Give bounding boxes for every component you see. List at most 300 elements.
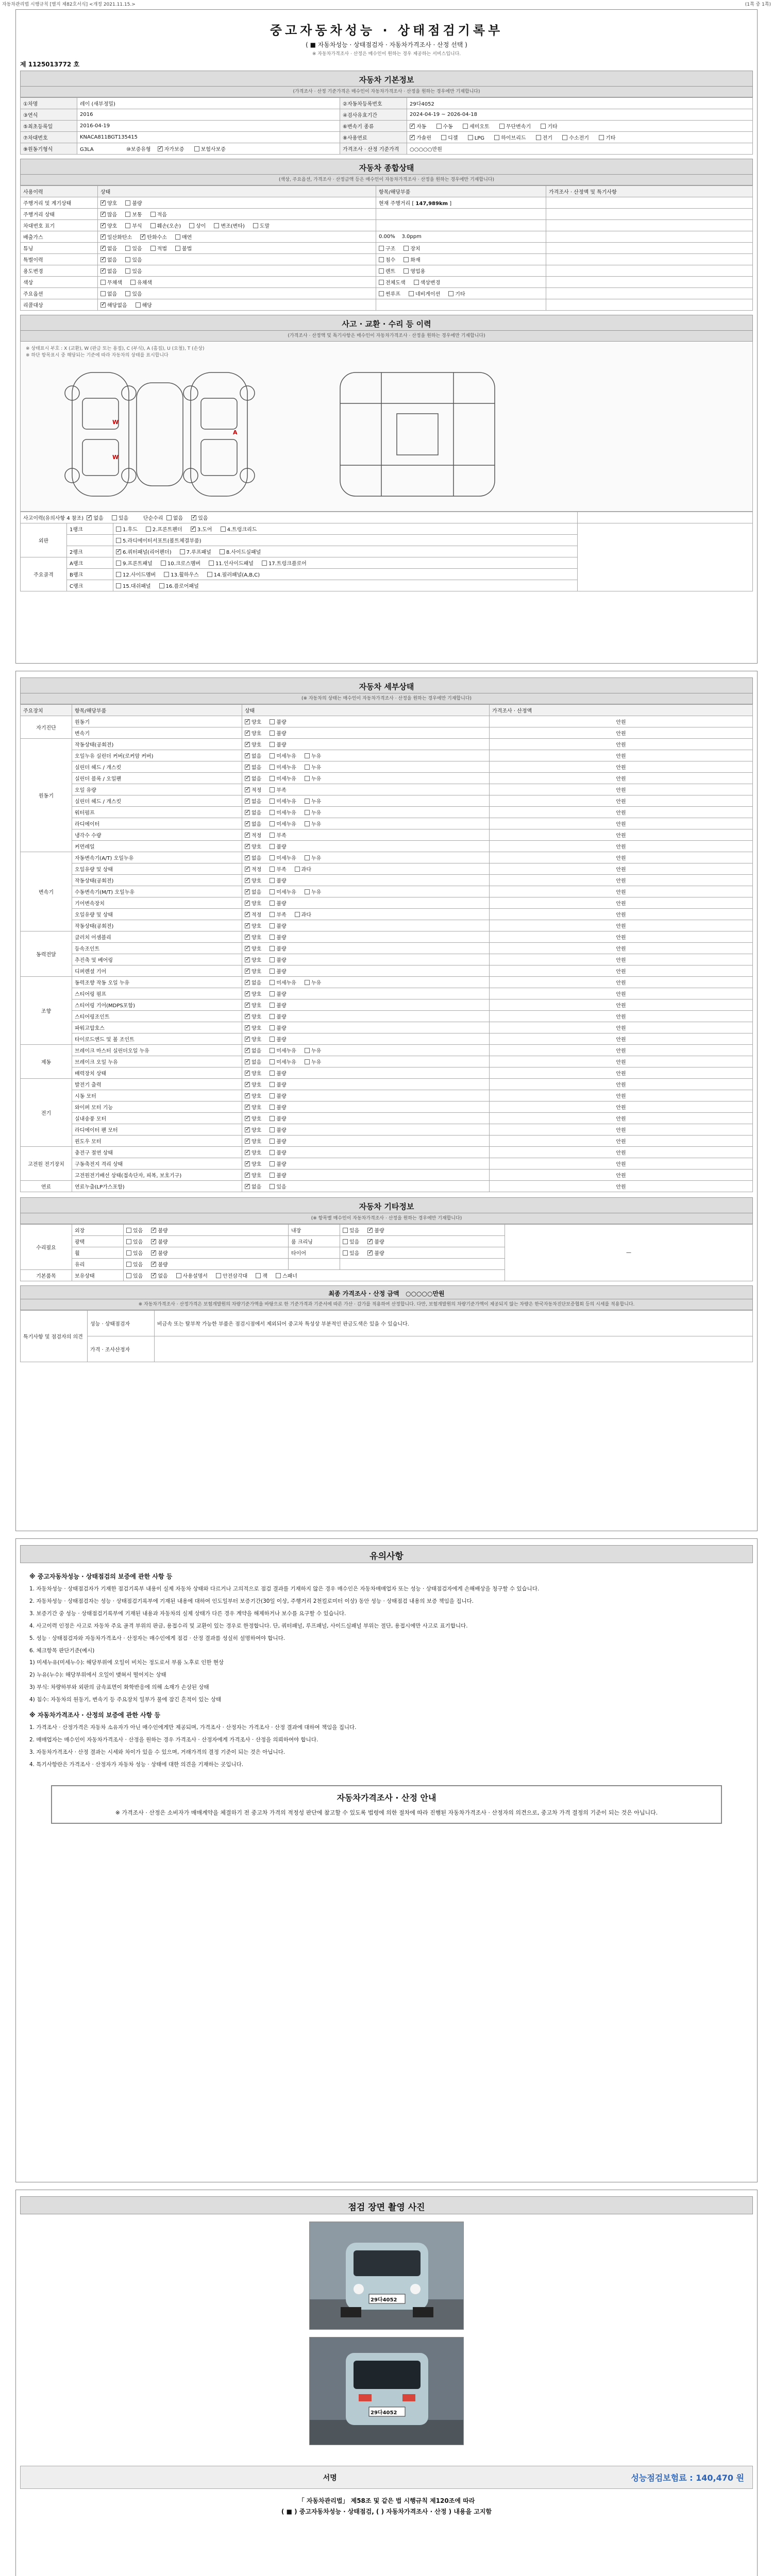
option-label: 양호 xyxy=(251,1116,262,1122)
checkbox xyxy=(245,1173,250,1178)
accident-note: (가격조사 · 산정액 및 특기사항은 매수인이 자동차가격조사 · 산정을 원하는 경우에만 기재합니다) xyxy=(20,331,753,342)
checkbox xyxy=(270,753,275,758)
part-label: 7.루프패널 xyxy=(186,550,211,555)
option-label: 양호 xyxy=(107,201,117,207)
row-label: 색상 xyxy=(21,277,98,288)
checkbox xyxy=(270,889,275,894)
option-label: 불량 xyxy=(276,924,287,929)
notice-item: 2. 매매업자는 매수인이 자동차가격조사 · 산정을 원하는 경우 가격조사 · 산정자에게 가격조사 · 산정을 의뢰하여야 합니다. xyxy=(29,1737,318,1743)
price-cell: 안원 xyxy=(490,1136,753,1147)
option-label: 탄화수소 xyxy=(147,235,167,241)
checkbox xyxy=(270,1037,275,1042)
part-label: 16.플로어패널 xyxy=(165,584,199,589)
option-label: 있음 xyxy=(276,1184,287,1190)
part-label: 기어변속장치 xyxy=(72,897,242,909)
value-engine: G3LA xyxy=(80,147,94,152)
option-label: 불량 xyxy=(276,742,287,748)
price-cell: 안원 xyxy=(490,727,753,739)
checkbox xyxy=(245,844,250,849)
value-vin: KNACA811BGT135415 xyxy=(77,132,340,143)
item-label: 휠 xyxy=(72,1247,124,1259)
checkbox xyxy=(245,1048,250,1053)
device-label: 원동기 xyxy=(21,739,72,852)
special-who: 성능 · 상태점검자 xyxy=(88,1311,155,1336)
part-label: 연료누출(LP가스포함) xyxy=(72,1181,242,1192)
option-label: 스패너 xyxy=(282,1274,297,1279)
col-price: 가격조사 · 산정액 및 특기사항 xyxy=(546,186,753,197)
part-label: 작동상태(공회전) xyxy=(72,920,242,931)
state-options xyxy=(242,1022,490,1033)
part-label: 구동축전지 격리 상태 xyxy=(72,1158,242,1170)
law-line-1: 「 자동차관리법」 제58조 및 같은 법 시행규칙 제120조에 따라 xyxy=(298,2497,475,2504)
device-label: 변속기 xyxy=(21,852,72,931)
state-options xyxy=(242,909,490,920)
price-cell: 안원 xyxy=(490,1101,753,1113)
checkbox xyxy=(245,1139,250,1144)
checkbox xyxy=(305,1048,310,1053)
state-options xyxy=(242,988,490,999)
form-reference: 자동차관리법 시행규칙 [별지 제82호서식] <개정 2021.11.15.> xyxy=(2,2,136,7)
part-label: 냉각수 수량 xyxy=(72,829,242,841)
part-label: 12.사이드멤버 xyxy=(123,572,156,578)
checkbox xyxy=(270,1071,275,1076)
option-label: 있음 xyxy=(133,1251,143,1257)
option-label: 과다 xyxy=(301,867,311,873)
rank-label: 1랭크 xyxy=(67,523,113,535)
transmission-options xyxy=(407,121,753,132)
state-options xyxy=(242,750,490,761)
checkbox xyxy=(270,1127,275,1132)
price-cell: 안원 xyxy=(490,886,753,897)
part-label: 스티어링조인트 xyxy=(72,1011,242,1022)
option-label: 불량 xyxy=(276,878,287,884)
price-cell: 안원 xyxy=(490,818,753,829)
col-device: 주요장치 xyxy=(21,705,72,716)
part-label: 9.프론트패널 xyxy=(123,561,153,567)
checkbox xyxy=(270,969,275,974)
checkbox xyxy=(270,787,275,792)
option-label: 화재 xyxy=(410,258,421,263)
part-label: 동력조향 작동 오일 누유 xyxy=(72,977,242,988)
option-label: 양호 xyxy=(251,1071,262,1077)
notice-item: 4. 사고이력 인정은 사고로 자동차 주요 골격 부위의 판금, 용접수리 및 교환이 있는 경우로 한정합니다. 단, 쿼터패널, 루프패널, 사이드실패널 부위는 절단, 용접시에만 사고로 표기합니다. xyxy=(29,1622,468,1629)
option-label: 가솔린 xyxy=(416,135,431,141)
row-label: 특별이력 xyxy=(21,254,98,265)
row-label: 주행거리 및 계기상태 xyxy=(21,197,98,209)
option-label: 양호 xyxy=(251,1026,262,1031)
label-transmission: ⑥변속기 종류 xyxy=(340,121,407,132)
col-state: 상태 xyxy=(98,186,376,197)
option-label: 있음 xyxy=(349,1228,360,1234)
price-cell: 안원 xyxy=(490,988,753,999)
label-model: ①차명 xyxy=(21,98,77,109)
state-options xyxy=(242,920,490,931)
notice-item: 1) 미세누유(미세누수): 해당부위에 오일이 비치는 정도로서 부품 노후로 인한 현상 xyxy=(29,1659,224,1666)
simple-repair-label: 단순수리 xyxy=(143,516,163,521)
col-history: 사용이력 xyxy=(21,186,98,197)
part-label: 워터펌프 xyxy=(72,807,242,818)
price-cell: 안원 xyxy=(490,954,753,965)
sign-label: 서명 xyxy=(323,2473,337,2482)
part-label: 14.필러패널(A,B,C) xyxy=(213,572,260,578)
option-label: 양호 xyxy=(251,731,262,737)
checkbox xyxy=(245,969,250,974)
checkbox xyxy=(270,1173,275,1178)
checkbox xyxy=(245,1082,250,1087)
part-label: 클러치 어셈블리 xyxy=(72,931,242,943)
col-item: 항목/해당부품 xyxy=(376,186,546,197)
col-price: 가격조사 · 산정액 xyxy=(490,705,753,716)
state-options xyxy=(242,954,490,965)
part-label: 6.쿼터패널(리어펜더) xyxy=(123,550,172,555)
option-label: 양호 xyxy=(251,1037,262,1043)
detail-note: (※ 자동차의 상태는 매수인이 자동차가격조사 · 산정을 원하는 경우에만 기재합니다) xyxy=(20,693,753,704)
option-label: 불량 xyxy=(276,1162,287,1167)
summary-table: 사용이력 상태 항목/해당부품 가격조사 · 산정액 및 특기사항 주행거리 및 계기상태 ✓ 양호 불량 현재 주행거리 [ 147,989km ] 주행거리 상태 ✓ 많음 보통 적음 차대번호 표기 ✓ 양호 부식 훼손(오손) 상이 변조(변타) 도말 배출가스 ✓ 일산화탄소✓ 탄화수소 매연 0.00% 3.0ppm 튜닝 ✓ 없음 있음 적법 불법 구조 장치 특별이력 ✓ 없음 있음 침수 화재 용도변경 ✓ 없음 있음 렌트 영업용 색상 무채색 유채색 전체도색 색상변경 주요옵션 없음 있음 썬루프 네비게이션 기타 리콜대상 ✓ 해당없음 해당 xyxy=(20,185,753,311)
option-label: 미세누유 xyxy=(276,1060,296,1065)
checkbox xyxy=(270,731,275,736)
price-cell: 안원 xyxy=(490,1079,753,1090)
row-label: 튜닝 xyxy=(21,243,98,254)
checkbox xyxy=(305,1059,310,1064)
notice-subheading: ※ 중고자동차성능 · 상태점검의 보증에 관한 사항 등 xyxy=(29,1573,173,1580)
checkbox xyxy=(305,799,310,804)
state-options xyxy=(242,739,490,750)
option-label: 누유 xyxy=(311,856,322,861)
label-plate: ②자동차등록번호 xyxy=(340,98,407,109)
option-label: 적정 xyxy=(251,788,262,793)
special-comment: 비금속 또는 탈부착 가능한 부품은 점검시점에서 제외되어 중고차 특성상 부분적인 판금도색은 있을 수 있습니다. xyxy=(155,1311,753,1336)
checkbox xyxy=(270,765,275,770)
summary-heading: 자동차 종합상태 xyxy=(20,159,753,175)
part-label: 5.라디에이터서포트(볼트체결부품) xyxy=(123,538,201,544)
option-label: 불량 xyxy=(276,958,287,963)
option-label: 누유 xyxy=(311,810,322,816)
notice-item: 3) 부식: 차량하부와 외판의 금속표면이 화학반응에 의해 소재가 손상된 상태 xyxy=(29,1684,209,1691)
option-label: 불량 xyxy=(276,946,287,952)
option-label: 없음 xyxy=(251,822,262,827)
option-label: 불량 xyxy=(374,1228,384,1234)
checkbox xyxy=(270,1082,275,1087)
price-cell: 안원 xyxy=(490,977,753,988)
option-label: 수동 xyxy=(443,124,453,130)
option-label: 양호 xyxy=(251,844,262,850)
part-label: 브레이크 오일 누유 xyxy=(72,1056,242,1067)
price-cell: 안원 xyxy=(490,829,753,841)
checkbox xyxy=(270,1014,275,1019)
price-cell: 안원 xyxy=(490,1181,753,1192)
option-label: 누유 xyxy=(311,980,322,986)
notice-subheading-2: ※ 자동차가격조사 · 산정의 보증에 관한 사항 등 xyxy=(29,1711,161,1719)
checkbox xyxy=(305,889,310,894)
checkbox xyxy=(270,912,275,917)
option-label: 유채색 xyxy=(137,280,152,286)
part-label: 스티어링 펌프 xyxy=(72,988,242,999)
checkbox xyxy=(270,1048,275,1053)
part-label: 라디에이터 xyxy=(72,818,242,829)
option-label: 불량 xyxy=(276,1003,287,1009)
document-number: 제 1125013772 호 xyxy=(20,61,80,68)
price-cell: 안원 xyxy=(490,1124,753,1136)
state-options xyxy=(242,1056,490,1067)
notice-item: 4. 특기사항란은 가격조사 · 산정자가 자동차 성능 · 상태에 대한 의견을 기재하는 곳입니다. xyxy=(29,1761,244,1768)
col-state: 상태 xyxy=(242,705,490,716)
checkbox xyxy=(245,1150,250,1155)
option-label: 없음 xyxy=(251,1184,262,1190)
insurance-label: 성능점검보험료 : xyxy=(631,2473,693,2483)
damage-mark: W xyxy=(112,454,119,461)
option-label: 미세누유 xyxy=(276,980,296,986)
option-label: 있음 xyxy=(349,1240,360,1245)
option-label: 해당 xyxy=(142,303,152,309)
option-label: 있음 xyxy=(132,292,142,297)
photo-heading: 점검 장면 촬영 사진 xyxy=(20,2196,753,2214)
checkbox xyxy=(245,867,250,872)
checkbox xyxy=(270,844,275,849)
checkbox xyxy=(270,1150,275,1155)
state-options xyxy=(242,886,490,897)
part-label: 파워고압호스 xyxy=(72,1022,242,1033)
part-label: 13.휠하우스 xyxy=(171,572,199,578)
car-frame-diagram xyxy=(309,362,526,506)
option-label: 양호 xyxy=(251,1082,262,1088)
option-label: 누유 xyxy=(311,776,322,782)
option-label: 없음 xyxy=(107,258,117,263)
price-cell: 안원 xyxy=(490,931,753,943)
checkbox xyxy=(245,1116,250,1121)
option-label: 있음 xyxy=(133,1228,143,1234)
price-cell: 안원 xyxy=(490,1170,753,1181)
state-options xyxy=(242,829,490,841)
option-label: 기타 xyxy=(455,292,465,297)
checkbox xyxy=(245,833,250,838)
checkbox xyxy=(270,1161,275,1166)
checkbox xyxy=(305,776,310,781)
price-cell: 안원 xyxy=(490,1033,753,1045)
checkbox xyxy=(270,867,275,872)
checkbox xyxy=(270,742,275,747)
price-cell: 안원 xyxy=(490,841,753,852)
part-label: 변속기 xyxy=(72,727,242,739)
state-options xyxy=(242,1181,490,1192)
detail-table xyxy=(20,704,753,1192)
notice-item: 1. 자동차성능 · 상태점검자가 기재한 점검기록부 내용이 실제 자동차 상태와 다르거나 고의적으로 점검 결과를 기재하지 않은 경우 매수인은 자동차매매업자 또는 성능 · 상태점검자에게 손해배상을 청구할 수 있습니다. xyxy=(29,1586,540,1592)
option-label: 침수 xyxy=(385,258,396,263)
part-label: 실린더 블록 / 오일팬 xyxy=(72,773,242,784)
checkbox xyxy=(270,1025,275,1030)
checkbox xyxy=(270,980,275,985)
checkbox xyxy=(245,753,250,758)
option-label: 네비게이션 xyxy=(415,292,441,297)
checkbox xyxy=(270,957,275,962)
part-label: 실내송풍 모터 xyxy=(72,1113,242,1124)
part-label: 1.후드 xyxy=(123,527,138,533)
option-label: 불량 xyxy=(276,1173,287,1179)
checkbox xyxy=(245,1025,250,1030)
option-label: 변조(변타) xyxy=(221,224,245,229)
option-label: 안전삼각대 xyxy=(222,1274,248,1279)
checkbox xyxy=(245,855,250,860)
option-label: 상이 xyxy=(196,224,206,229)
option-label: 양호 xyxy=(251,1003,262,1009)
part-label: 배력장치 상태 xyxy=(72,1067,242,1079)
option-label: 있음 xyxy=(132,246,142,252)
option-label: 있음 xyxy=(133,1240,143,1245)
price-cell: 안원 xyxy=(490,909,753,920)
part-label: 3.도어 xyxy=(197,527,212,533)
price-cell: 안원 xyxy=(490,897,753,909)
option-label: 불량 xyxy=(276,992,287,997)
option-label: 없음 xyxy=(251,980,262,986)
page-count: (1쪽 중 1쪽) xyxy=(745,2,771,7)
price-cell: 안원 xyxy=(490,716,753,727)
price-cell: 안원 xyxy=(490,807,753,818)
price-cell: 안원 xyxy=(490,1022,753,1033)
part-label: 오일누유 실린더 커버(로커암 커버) xyxy=(72,750,242,761)
checkbox xyxy=(270,1139,275,1144)
checkbox xyxy=(270,946,275,951)
option-label: 양호 xyxy=(251,1094,262,1099)
checkbox xyxy=(245,878,250,883)
row-label: 리콜대상 xyxy=(21,299,98,311)
emission-hc: 3.0ppm xyxy=(401,234,422,240)
option-label: 부족 xyxy=(276,833,287,839)
part-label: 10.크로스멤버 xyxy=(167,561,201,567)
state-options xyxy=(242,818,490,829)
checkbox xyxy=(245,923,250,928)
option-label: 장치 xyxy=(410,246,421,252)
state-options xyxy=(242,1067,490,1079)
option-label: 적법 xyxy=(157,246,167,252)
device-label: 연료 xyxy=(21,1181,72,1192)
checkbox xyxy=(245,935,250,940)
option-label: 미세누유 xyxy=(276,822,296,827)
special-who: 가격 · 조사산정자 xyxy=(88,1336,155,1362)
part-label: 11.인사이드패널 xyxy=(215,561,254,567)
option-label: 불량 xyxy=(276,720,287,725)
option-label: 양호 xyxy=(251,958,262,963)
option-label: 없음 xyxy=(251,776,262,782)
option-label: 부족 xyxy=(276,788,287,793)
checkbox xyxy=(270,1184,275,1189)
option-label: 미세누유 xyxy=(276,1048,296,1054)
page-4 xyxy=(15,2190,758,2576)
option-label: 불량 xyxy=(158,1240,168,1245)
value-plate: 29다4052 xyxy=(407,98,753,109)
option-label: 불량 xyxy=(276,1026,287,1031)
checkbox xyxy=(305,821,310,826)
option-label: 양호 xyxy=(251,1162,262,1167)
rank-label: C랭크 xyxy=(67,580,113,591)
device-label: 고전원 전기장치 xyxy=(21,1147,72,1181)
price-cell: 안원 xyxy=(490,1090,753,1101)
part-label: 타이로드엔드 및 볼 조인트 xyxy=(72,1033,242,1045)
price-cell: 안원 xyxy=(490,750,753,761)
photo-plate: 29다4052 xyxy=(371,2297,397,2303)
price-notice-text: ※ 가격조사 · 산정은 소비자가 매매계약을 체결하기 전 중고차 가격의 적정성 판단에 참고할 수 있도록 법령에 의한 절차에 따라 진행된 자동차가격조사 · 산정자의 의견으로, 중고차 가격 결정의 기준이 되는 것은 아닙니다. xyxy=(115,1809,658,1816)
checkbox xyxy=(305,810,310,815)
option-label: 불량 xyxy=(276,1014,287,1020)
option-label: 불량 xyxy=(276,1082,287,1088)
label-engine: ⑨원동기형식 xyxy=(21,143,77,155)
option-label: 있음 xyxy=(132,269,142,275)
state-options xyxy=(242,795,490,807)
option-label: 불량 xyxy=(158,1228,168,1234)
basic-info-table xyxy=(20,97,753,155)
option-label: 적음 xyxy=(157,212,167,218)
other-note: (※ 항목별 매수인이 자동차가격조사 · 산정을 원하는 경우에만 기재합니다) xyxy=(20,1213,753,1224)
part-label: 등속조인트 xyxy=(72,943,242,954)
part-label: 8.사이드실패널 xyxy=(226,550,261,555)
checkbox xyxy=(245,742,250,747)
final-price-note: ※ 자동차가격조사 · 산정가격은 보험개발원의 차량기준가액을 바탕으로 한 기준가격과 기준서에 따른 가산 · 감가를 적용하여 산정합니다. 다만, 보험개발원의 차량기준가액이 제공되지 않는 차량은 한국자동차진단보증협회 등의 시세를 적용합니다. xyxy=(20,1299,753,1310)
page-title: 중고자동차성능 · 상태점검기록부 xyxy=(270,23,503,38)
device-label: 조향 xyxy=(21,977,72,1045)
option-label: 있음 xyxy=(132,258,142,263)
option-label: 양호 xyxy=(251,935,262,941)
notice-item: 6. 체크항목 판단기준(예시) xyxy=(29,1647,95,1654)
checkbox xyxy=(270,855,275,860)
row-label: 주행거리 상태 xyxy=(21,209,98,220)
option-label: 기타 xyxy=(606,135,616,141)
state-options xyxy=(242,1090,490,1101)
checkbox xyxy=(245,765,250,770)
option-label: 불량 xyxy=(276,901,287,907)
final-price xyxy=(20,1285,753,1299)
option-label: 양호 xyxy=(107,224,117,229)
price-cell: 안원 xyxy=(490,943,753,954)
option-label: 불량 xyxy=(276,1105,287,1111)
insurance-value: 140,470 원 xyxy=(696,2473,744,2483)
option-label: 훼손(오손) xyxy=(157,224,181,229)
mark-legend-2: ※ 하단 항목표시 중 해당되는 기준에 따라 자동차의 상태를 표시합니다 xyxy=(26,353,169,358)
row-label: 용도변경 xyxy=(21,265,98,277)
option-label: 미세누유 xyxy=(276,890,296,895)
checkbox xyxy=(245,787,250,792)
checkbox xyxy=(305,980,310,985)
state-options xyxy=(242,1158,490,1170)
option-label: 있음 xyxy=(133,1262,143,1268)
value-year: 2016 xyxy=(77,109,340,121)
option-label: 양호 xyxy=(251,1014,262,1020)
label-inspection: ④검사유효기간 xyxy=(340,109,407,121)
frame-label: 주요골격 xyxy=(21,557,67,591)
col-part: 항목/해당부품 xyxy=(72,705,242,716)
checkbox xyxy=(270,719,275,724)
accident-heading: 사고 · 교환 · 수리 등 이력 xyxy=(20,315,753,331)
row-label: 주요옵션 xyxy=(21,288,98,299)
photo-plate: 29다4052 xyxy=(371,2410,397,2416)
summary-note: (색상, 주요옵션, 가격조사 · 산정금액 등은 매수인이 자동차가격조사 · 산정을 원하는 경우에만 기재합니다) xyxy=(20,175,753,185)
label-first-reg: ⑤최초등록일 xyxy=(21,121,77,132)
checkbox xyxy=(245,1105,250,1110)
option-label: 양호 xyxy=(251,992,262,997)
checkbox xyxy=(245,810,250,815)
page-3 xyxy=(15,1538,758,2182)
option-label: 하이브리드 xyxy=(501,135,526,141)
part-label: 오일 유량 xyxy=(72,784,242,795)
label-fuel: ⑧사용연료 xyxy=(340,132,407,143)
odometer-label: 현재 주행거리 xyxy=(379,201,411,207)
option-label: 없음 xyxy=(93,516,104,521)
row-label: 배출가스 xyxy=(21,231,98,243)
option-label: 과다 xyxy=(301,912,311,918)
part-label: 작동상태(공회전) xyxy=(72,739,242,750)
checkbox xyxy=(245,901,250,906)
price-cell: 안원 xyxy=(490,875,753,886)
inspection-photo-rear xyxy=(309,2337,464,2445)
checkbox xyxy=(305,753,310,758)
